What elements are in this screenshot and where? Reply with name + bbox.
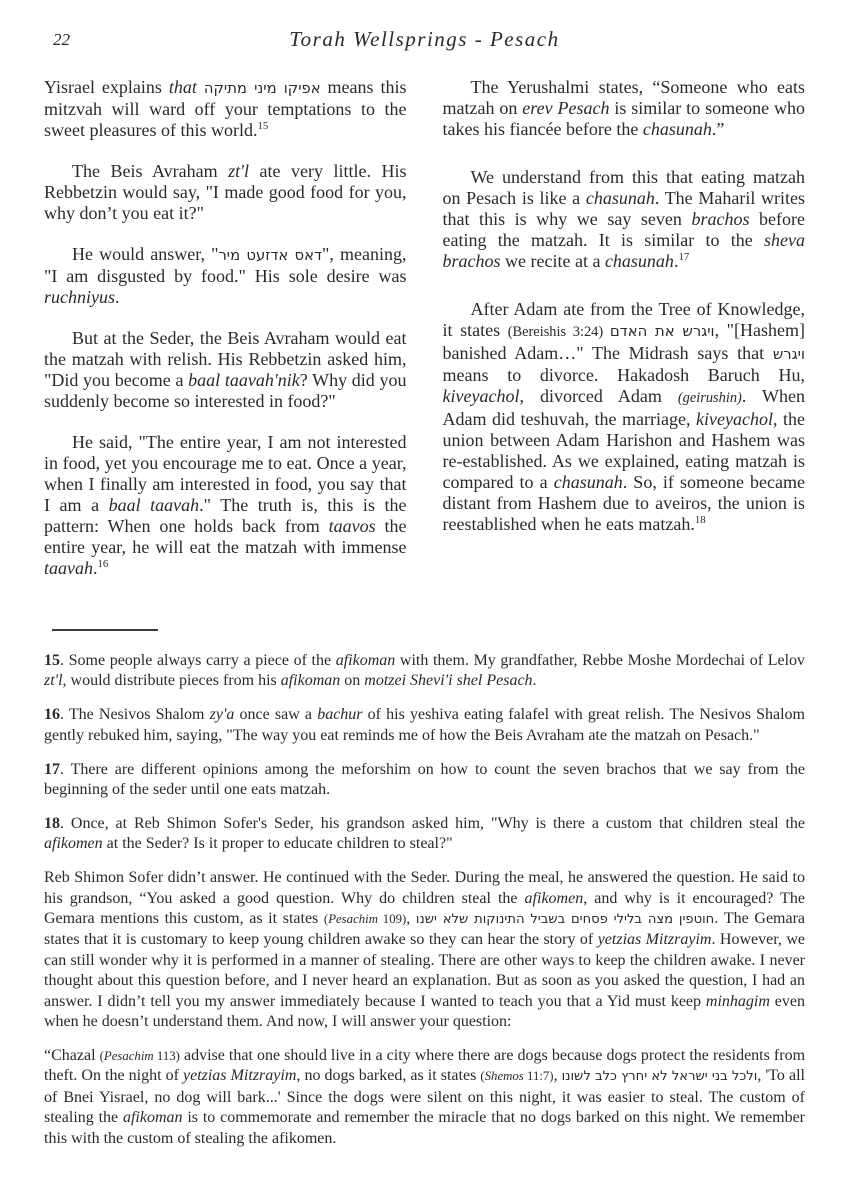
footnote-ref: 18 bbox=[694, 514, 706, 526]
text-run: . The Gemara states that it is customary to keep young children awake so they can hear the story of bbox=[44, 910, 806, 949]
text-run: . bbox=[532, 672, 537, 690]
page-header bbox=[44, 26, 805, 56]
text-run: advise that one should live in a city where there are dogs because dogs protect the residents from theft. On the night of bbox=[44, 1047, 806, 1085]
footnote-text bbox=[44, 869, 805, 1030]
footnote-number: 16 bbox=[44, 706, 60, 724]
footnote bbox=[44, 651, 805, 692]
text-run: . However, we can still wonder why it is performed in a manner of stealing. There are other ways to keep the children awake. I never thought about this question before, and I never heard an explanation. But as soon as you asked the question, I had an answer. I didn’t tell you my answer immediately because I wanted to teach you that a Yid must keep bbox=[44, 931, 806, 1010]
hebrew-text-run: חוטפין מצה בלילי פסחים בשביל התינוקות שלא ישנו bbox=[415, 912, 715, 928]
body-paragraph bbox=[443, 299, 806, 535]
text-run: ? Why did you suddenly become so interested in food?" bbox=[44, 370, 407, 411]
body-paragraph bbox=[44, 328, 407, 412]
body-paragraph bbox=[443, 77, 806, 140]
small-text-run: 11:7) bbox=[523, 1069, 554, 1084]
small-italic-text-run: Pesachim bbox=[103, 1049, 154, 1063]
text-run: . Once, at Reb Shimon Sofer's Seder, his grandson asked him, "Why is there a custom that children steal the bbox=[60, 814, 805, 832]
footnote-ref: 16 bbox=[97, 558, 109, 570]
text-run: The Beis Avraham bbox=[72, 161, 229, 181]
text-run: once saw a bbox=[234, 706, 318, 724]
footnote bbox=[44, 705, 805, 746]
footnote-text bbox=[44, 1047, 805, 1147]
small-text-run: 109) bbox=[377, 912, 407, 927]
text-run: . The Nesivos Shalom bbox=[60, 706, 210, 724]
page-title: Torah Wellsprings - Pesach bbox=[289, 27, 560, 51]
italic-text-run: that bbox=[168, 77, 204, 97]
small-italic-text-run: Shemos bbox=[484, 1069, 524, 1084]
text-run: After Adam ate from the Tree of Knowledge, it states bbox=[442, 299, 805, 340]
italic-text-run: yetzias Mitzrayim bbox=[182, 1067, 297, 1085]
italic-text-run: afikomen bbox=[524, 889, 584, 907]
italic-text-run: yetzias Mitzrayim bbox=[597, 931, 712, 949]
italic-text-run: chasunah bbox=[585, 188, 655, 208]
body-paragraph bbox=[44, 432, 407, 579]
italic-text-run: taavah bbox=[44, 558, 93, 578]
text-run: . bbox=[115, 287, 120, 307]
text-run: . So, if someone became distant from Hashem due to aveiros, the union is reestablished when he eats matzah. bbox=[442, 472, 806, 534]
text-run: He would answer, " bbox=[72, 244, 219, 264]
text-run: the entire year, he will eat the matzah with immense bbox=[44, 516, 407, 557]
italic-text-run: motzei Shevi'i shel Pesach bbox=[364, 672, 533, 690]
italic-text-run: brachos bbox=[691, 209, 750, 229]
body-paragraph bbox=[44, 77, 407, 141]
text-run: at the Seder? Is it proper to educate children to steal?" bbox=[102, 835, 453, 853]
left-column bbox=[44, 77, 407, 579]
italic-text-run: sheva brachos bbox=[442, 230, 805, 271]
text-run: on bbox=[340, 672, 365, 690]
text-run: He said, "The entire year, I am not interested in food, yet you encourage me to eat. Once a year, when I finally am interested in food, you say that I am a bbox=[44, 432, 407, 515]
text-run: is to commemorate and remember the miracle that no dogs barked on this night. We remember this with the custom of stealing the afikomen. bbox=[44, 1109, 806, 1147]
small-text-run: ( bbox=[323, 912, 329, 927]
italic-text-run: chasunah bbox=[604, 251, 674, 271]
footnote-ref: 17 bbox=[678, 251, 690, 263]
page-number: 22 bbox=[53, 30, 70, 49]
footnote-continuation bbox=[44, 1046, 805, 1149]
footnote-text bbox=[44, 706, 805, 743]
italic-text-run: minhagim bbox=[705, 992, 770, 1010]
footnote-number: 15 bbox=[44, 652, 60, 669]
text-run: is similar to someone who takes his fiancée before the bbox=[442, 98, 805, 139]
text-run: , bbox=[553, 1067, 562, 1085]
text-run: . Some people always carry a piece of the bbox=[60, 652, 336, 669]
footnote-number: 18 bbox=[44, 814, 60, 832]
text-run: , divorced Adam bbox=[519, 386, 678, 406]
text-run: even when he doesn’t understand them. And now, I will answer your question: bbox=[44, 992, 806, 1031]
text-run: “Chazal bbox=[44, 1047, 100, 1064]
italic-text-run: zt'l bbox=[228, 161, 250, 181]
hebrew-text-run: אפיקו מיני מתיקה bbox=[203, 80, 321, 97]
text-run: . There are different opinions among the meforshim on how to count the seven brachos that we say from the beginning of the seder until one eats matzah. bbox=[44, 760, 805, 799]
text-run: . bbox=[673, 251, 679, 271]
text-run: , "[Hashem] banished Adam…" The Midrash says that bbox=[442, 320, 805, 363]
text-run: . bbox=[93, 558, 98, 578]
small-italic-text-run: Pesachim bbox=[328, 912, 378, 927]
text-run: . When Adam did teshuvah, the marriage, bbox=[442, 386, 805, 429]
text-run: we recite at a bbox=[500, 251, 605, 271]
text-run: , the union between Adam Harishon and Hashem was re-established. As we explained, eating matzah is compared to a bbox=[442, 409, 805, 492]
italic-text-run: chasunah bbox=[553, 472, 623, 492]
text-run: ." The truth is, this is the pattern: When one holds back from bbox=[44, 495, 407, 536]
italic-text-run: taavos bbox=[328, 516, 376, 536]
text-run: before eating the matzah. It is similar to the bbox=[442, 209, 806, 250]
text-run: . The Maharil writes that this is why we say seven bbox=[442, 188, 805, 229]
italic-text-run: afikoman bbox=[122, 1109, 183, 1127]
hebrew-text-run: ויגרש את האדם bbox=[609, 323, 715, 340]
text-run: .” bbox=[711, 119, 725, 139]
italic-text-run: afikoman bbox=[335, 652, 396, 669]
text-run: , 'To all of Bnei Yisrael, no dog will bark...' Since the dogs were silent on this night, it was easier to steal. The custom of stealing the bbox=[44, 1067, 805, 1127]
two-column-body bbox=[44, 77, 805, 615]
text-run: with them. My grandfather, Rebbe Moshe Mordechai of Lelov bbox=[395, 652, 806, 669]
footnote bbox=[44, 760, 805, 801]
small-text-run: (Bereishis 3:24) bbox=[507, 324, 610, 340]
text-run: means this mitzvah will ward off your temptations to the sweet pleasures of this world. bbox=[44, 77, 407, 140]
footnote-text bbox=[44, 815, 805, 852]
italic-text-run: ruchniyus bbox=[44, 287, 115, 307]
footnote bbox=[44, 814, 805, 855]
text-run: , no dogs barked, as it states bbox=[296, 1067, 481, 1085]
text-run: The Yerushalmi states, “Someone who eats matzah on bbox=[442, 77, 805, 118]
footnote-text bbox=[44, 652, 805, 689]
italic-text-run: afikomen bbox=[44, 835, 103, 853]
footnotes-section bbox=[44, 651, 805, 1149]
text-run: of his yeshiva eating falafel with great relish. The Nesivos Shalom gently rebuked him, saying, "The way you eat reminds me of how the Beis Avraham ate the matzah on Pesach." bbox=[44, 706, 806, 744]
small-italic-text-run: (geirushin) bbox=[677, 390, 742, 406]
text-run: Yisrael explains bbox=[44, 77, 169, 97]
text-run: means to divorce. Hakadosh Baruch Hu, bbox=[442, 365, 805, 385]
italic-text-run: zy'a bbox=[209, 706, 235, 724]
footnote-ref: 15 bbox=[257, 120, 269, 132]
body-paragraph bbox=[44, 244, 407, 308]
small-text-run: 113) bbox=[153, 1049, 180, 1063]
footnote-continuation bbox=[44, 868, 805, 1032]
text-run: ", meaning, "I am disgusted by food." His sole desire was bbox=[44, 244, 407, 286]
hebrew-text-run: ולכל בני ישראל לא יחרץ כלב לשונו bbox=[561, 1069, 758, 1085]
text-run: , would distribute pieces from his bbox=[62, 672, 281, 690]
footnote-number: 17 bbox=[44, 760, 60, 778]
text-run: ate very little. His Rebbetzin would say, "I made good food for you, why don’t you eat it?" bbox=[44, 161, 407, 223]
small-text-run: ( bbox=[99, 1049, 104, 1063]
italic-text-run: afikoman bbox=[280, 672, 341, 690]
footnote-text bbox=[44, 761, 805, 798]
italic-text-run: kiveyachol bbox=[442, 386, 520, 406]
italic-text-run: bachur bbox=[317, 706, 363, 724]
italic-text-run: chasunah bbox=[642, 119, 712, 139]
text-run: But at the Seder, the Beis Avraham would eat the matzah with relish. His Rebbetzin asked him, "Did you become a bbox=[44, 328, 407, 390]
text-run: We understand from this that eating matzah on Pesach is like a bbox=[442, 167, 805, 208]
italic-text-run: zt'l bbox=[44, 672, 63, 690]
hebrew-text-run: ויגרש bbox=[772, 346, 805, 363]
body-paragraph bbox=[443, 167, 806, 272]
hebrew-text-run: דאס אדזעט מיר bbox=[218, 247, 323, 264]
right-column bbox=[443, 77, 806, 535]
text-run: Reb Shimon Sofer didn’t answer. He continued with the Seder. During the meal, he answered the question. He said to his grandson, “You asked a good question. Why do children steal the bbox=[44, 869, 805, 907]
italic-text-run: erev Pesach bbox=[522, 98, 610, 118]
italic-text-run: baal taavah bbox=[108, 495, 200, 515]
text-run: , bbox=[406, 910, 416, 928]
body-paragraph bbox=[44, 161, 407, 224]
text-run: , and why is it encouraged? The Gemara mentions this custom, as it states bbox=[44, 889, 806, 928]
footnote-separator bbox=[52, 629, 158, 631]
small-text-run: ( bbox=[480, 1069, 485, 1084]
italic-text-run: kiveyachol bbox=[696, 409, 773, 429]
italic-text-run: baal taavah'nik bbox=[188, 370, 300, 390]
